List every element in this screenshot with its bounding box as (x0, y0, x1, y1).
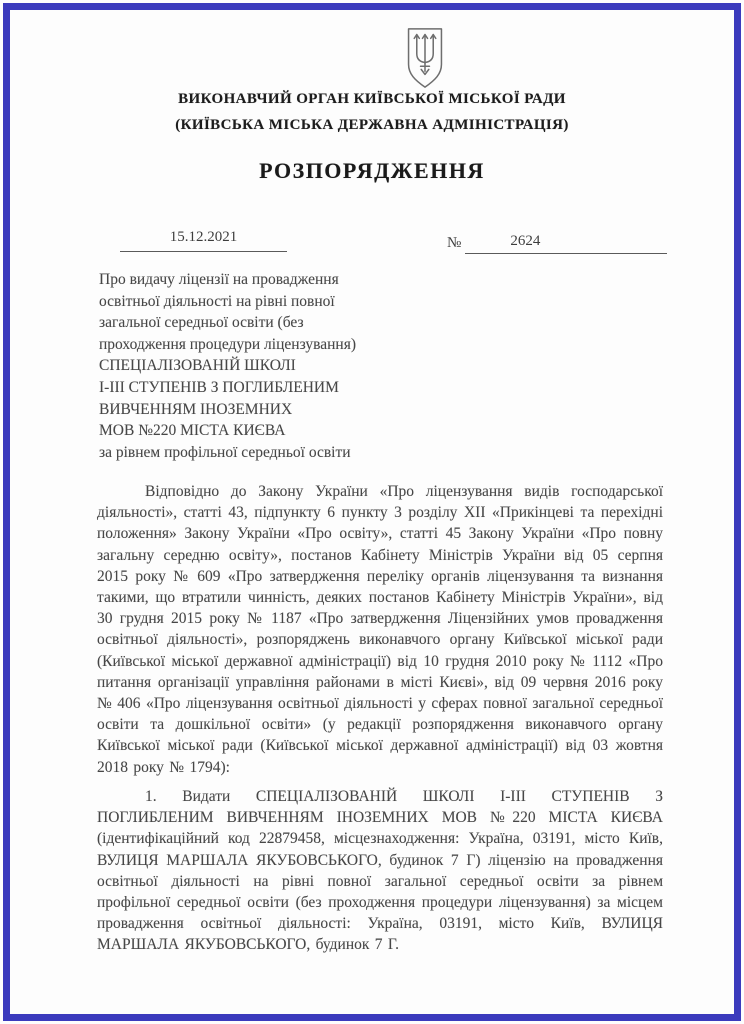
document-type-title: РОЗПОРЯДЖЕННЯ (259, 158, 485, 183)
subject-line: за рівнем профільної середньої освіти (99, 443, 351, 461)
subject-line: освітньої діяльності на рівні повної (99, 292, 335, 310)
resolution-point-1: 1. Видати СПЕЦІАЛІЗОВАНІЙ ШКОЛІ І-ІІІ СТУПЕНІВ З ПОГЛИБЛЕНИМ ВИВЧЕННЯМ ІНОЗЕМНИХ МОВ №220 МІСТА КИЄВА (ідентифікаційний код 22879458, місцезнаходження: Україна, 03191, місто Київ, ВУЛИЦЯ МАРШАЛА ЯКУБОВСЬКОГО, будинок 7 Г) ліцензію на провадження освітньої діяльності на рівні повної загальної середньої освіти за рівнем профільної середньої освіти (без проходження процедури ліцензування) за місцем провадження освітньої діяльності: Україна, 03191, місто Київ, ВУЛИЦЯ МАРШАЛА ЯКУБОВСЬКОГО, будинок 7 Г. (97, 788, 663, 954)
subject-line: загальної середньої освіти (без (99, 314, 304, 332)
subject-line: СПЕЦІАЛІЗОВАНІЙ ШКОЛІ (99, 357, 296, 375)
subject-line: МОВ №220 МІСТА КИЄВА (99, 422, 286, 440)
org-name-line2: (КИЇВСЬКА МІСЬКА ДЕРЖАВНА АДМІНІСТРАЦІЯ) (175, 117, 569, 133)
document-date: 15.12.2021 (120, 229, 287, 252)
document-number-block (447, 233, 667, 254)
document-number: 2624 (465, 233, 667, 254)
number-sign: № (447, 235, 462, 251)
subject-line: проходження процедури ліцензування) (99, 335, 356, 353)
subject-line: І-ІІІ СТУПЕНІВ З ПОГЛИБЛЕНИМ (99, 378, 339, 396)
subject-block (99, 269, 489, 463)
preamble-paragraph: Відповідно до Закону України «Про ліцензування видів господарської діяльності», статті 43, підпункту 6 пункту 3 розділу ХІІ «Прикінцеві та перехідні положення» Закону України «Про освіту», статті 45 Закону України «Про повну загальну середню освіту», постанов Кабінету Міністрів України від 05 серпня 2015 року № 609 «Про затвердження переліку органів ліцензування та визнання такими, що втратили чинність, деяких постанов Кабінету Міністрів України», від 30 грудня 2015 року № 1187 «Про затвердження Ліцензійних умов провадження освітньої діяльності», розпоряджень виконавчого органу Київської міської ради (Київської міської державної адміністрації) від 10 грудня 2010 року № 1112 «Про питання організації управління районами в місті Києві», від 09 червня 2016 року № 406 «Про ліцензування освітньої діяльності у сферах повної загальної середньої освіти та дошкільної освіти» (у редакції розпорядження виконавчого органу Київської міської ради (Київської міської державної адміністрації) від 03 жовтня 2018 року № 1794): (97, 483, 663, 776)
subject-line: Про видачу ліцензії на провадження (99, 271, 339, 288)
ukraine-trident-icon (406, 27, 444, 89)
org-name-line1: ВИКОНАВЧИЙ ОРГАН КИЇВСЬКОЇ МІСЬКОЇ РАДИ (178, 91, 566, 107)
subject-line: ВИВЧЕННЯМ ІНОЗЕМНИХ (99, 400, 293, 418)
